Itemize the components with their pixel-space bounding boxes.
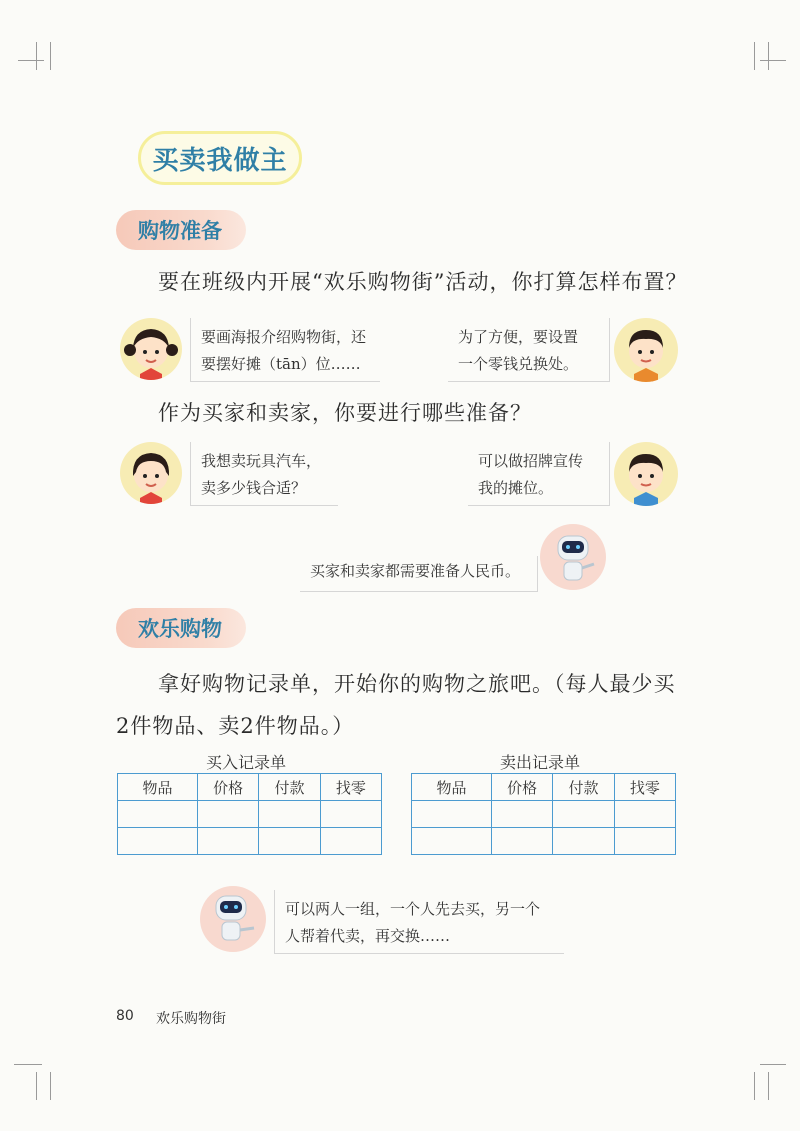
crop-mark	[754, 1072, 755, 1100]
table-cell[interactable]	[614, 828, 675, 855]
column-header: 价格	[198, 774, 259, 801]
table-row	[118, 801, 382, 828]
girl-avatar	[120, 442, 182, 504]
instruction-line1: 拿好购物记录单，开始你的购物之旅吧。（每人最少买	[158, 672, 676, 696]
table-cell[interactable]	[492, 828, 553, 855]
crop-mark	[50, 1072, 51, 1100]
bubble-line: 可以做招牌宣传	[478, 452, 584, 470]
table-cell[interactable]	[118, 828, 198, 855]
robot-icon	[200, 886, 266, 952]
table-cell[interactable]	[320, 801, 381, 828]
column-header: 物品	[412, 774, 492, 801]
table-cell[interactable]	[259, 828, 320, 855]
crop-mark	[18, 60, 44, 61]
bubble-line: 为了方便，要设置	[458, 328, 579, 346]
section-tag-happy-shopping: 欢乐购物	[116, 608, 246, 648]
speech-bubble-boy1	[448, 318, 610, 382]
crop-mark	[760, 1064, 786, 1065]
table-cell[interactable]	[412, 801, 492, 828]
column-header: 付款	[553, 774, 614, 801]
table-cell[interactable]	[320, 828, 381, 855]
bubble-line: 我想卖玩具汽车，	[201, 452, 322, 470]
sell-record-table	[411, 773, 676, 855]
boy-avatar	[614, 318, 678, 382]
table-cell[interactable]	[614, 801, 675, 828]
page-number: 80	[116, 1008, 134, 1024]
buy-table-title: 买入记录单	[206, 753, 287, 772]
boy-face-icon	[614, 318, 678, 382]
crop-mark	[36, 42, 37, 70]
table-cell[interactable]	[198, 828, 259, 855]
bubble-line: 买家和卖家都需要准备人民币。	[310, 562, 521, 580]
table-header-row	[118, 774, 382, 801]
table-cell[interactable]	[492, 801, 553, 828]
table-cell[interactable]	[412, 828, 492, 855]
table-row	[412, 828, 676, 855]
question-layout: 要在班级内开展“欢乐购物街”活动，你打算怎样布置？	[158, 270, 688, 294]
crop-mark	[768, 1072, 769, 1100]
bubble-line: 我的摊位。	[478, 479, 554, 497]
speech-bubble-girl1	[190, 318, 380, 382]
robot-avatar	[200, 886, 266, 952]
crop-mark	[50, 42, 51, 70]
buy-record-table	[117, 773, 382, 855]
speech-bubble-boy2	[468, 442, 610, 506]
column-header: 付款	[259, 774, 320, 801]
table-header-row	[412, 774, 676, 801]
crop-mark	[14, 1064, 42, 1065]
table-cell[interactable]	[553, 801, 614, 828]
girl-avatar	[120, 318, 182, 380]
table-row	[118, 828, 382, 855]
crop-mark	[760, 60, 786, 61]
girl-face-icon	[120, 442, 182, 504]
robot-icon	[540, 524, 606, 590]
table-row	[412, 801, 676, 828]
bubble-line: 要画海报介绍购物街，还	[201, 328, 367, 346]
sell-table-title: 卖出记录单	[500, 753, 581, 772]
section-tag-shopping-prep: 购物准备	[116, 210, 246, 250]
bubble-line: 卖多少钱合适？	[201, 479, 307, 497]
speech-bubble-girl2	[190, 442, 338, 506]
column-header: 价格	[492, 774, 553, 801]
crop-mark	[768, 42, 769, 70]
robot-avatar	[540, 524, 606, 590]
chapter-name: 欢乐购物街	[156, 1011, 226, 1027]
column-header: 物品	[118, 774, 198, 801]
page-title: 买卖我做主	[138, 131, 302, 185]
bubble-line: 一个零钱兑换处。	[458, 355, 579, 373]
question-preparation: 作为买家和卖家，你要进行哪些准备？	[158, 401, 532, 425]
boy-face-icon	[614, 442, 678, 506]
girl-face-icon	[120, 318, 182, 380]
table-cell[interactable]	[259, 801, 320, 828]
speech-bubble-robot2	[274, 890, 564, 954]
crop-mark	[36, 1072, 37, 1100]
bubble-line: 人帮着代卖，再交换……	[285, 927, 451, 945]
bubble-line: 要摆好摊（tān）位……	[201, 355, 361, 373]
table-cell[interactable]	[553, 828, 614, 855]
column-header: 找零	[320, 774, 381, 801]
instruction-line2: 2件物品、卖2件物品。）	[116, 714, 355, 738]
column-header: 找零	[614, 774, 675, 801]
bubble-line: 可以两人一组，一个人先去买，另一个	[285, 900, 541, 918]
table-cell[interactable]	[118, 801, 198, 828]
table-cell[interactable]	[198, 801, 259, 828]
speech-bubble-robot1	[300, 556, 538, 592]
boy-avatar	[614, 442, 678, 506]
crop-mark	[754, 42, 755, 70]
